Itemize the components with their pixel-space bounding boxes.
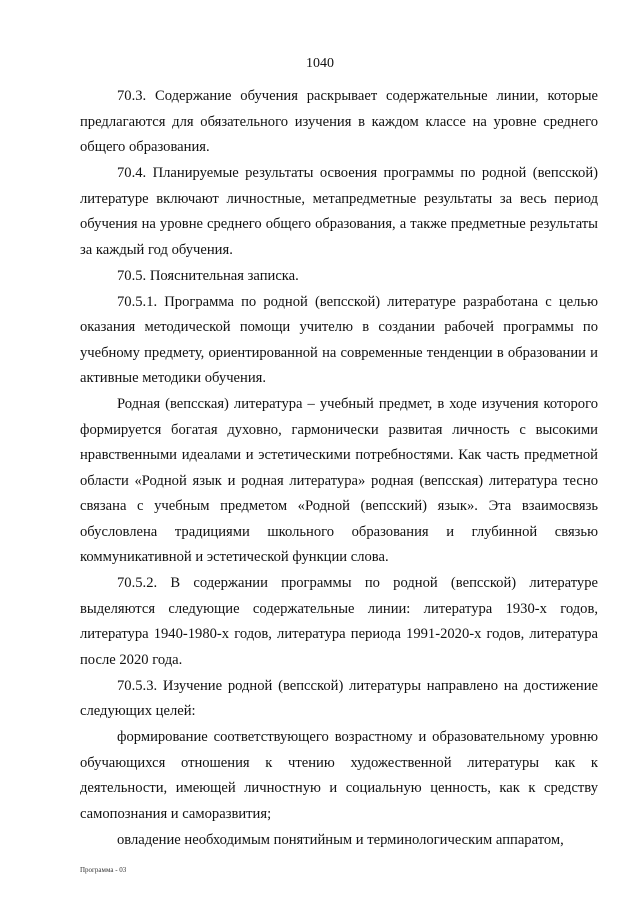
paragraph-70-5-2: 70.5.2. В содержании программы по родной (вепсской) литературе выделяются следующие содержательные линии: литература 1930-х годов, литература 1940-1980-х годов, литература периода 1991-2020-х годов, литература после 2020 года. (80, 575, 598, 668)
paragraph-70-4: 70.4. Планируемые результаты освоения программы по родной (вепсской) литературе включают личностные, метапредметные результаты за весь период обучения на уровне среднего общего образования, а также предметные результаты за каждый год обучения. (80, 165, 598, 258)
paragraph-goal-mastery: овладение необходимым понятийным и терминологическим аппаратом, (117, 831, 564, 848)
paragraph-70-5-3: 70.5.3. Изучение родной (вепсской) литературы направлено на достижение следующих целей: (80, 677, 598, 719)
paragraph-goal-formation: формирование соответствующего возрастному и образовательному уровню обучающихся отношения к чтению художественной литературы как к деятельности, имеющей личностную и социальную ценность, как к средству самопознания и саморазвития; (80, 729, 598, 822)
paragraph-70-3: 70.3. Содержание обучения раскрывает содержательные линии, которые предлагаются для обязательного изучения в каждом классе на уровне среднего общего образования. (80, 88, 598, 155)
paragraph-70-5-1: 70.5.1. Программа по родной (вепсской) литературе разработана с целью оказания методической помощи учителю в создании рабочей программы по учебному предмету, ориентированной на современные тенденции в образовании и активные методики обучения. (80, 293, 598, 386)
paragraph-native-literature: Родная (вепсская) литература – учебный предмет, в ходе изучения которого формируется богатая духовно, гармонически развитая личность с высокими нравственными идеалами и эстетическими потребностями. Как часть предметной области «Родной язык и родная литература» родная (вепсская) литература тесно связана с учебным предметом «Родной (вепсский) язык». Эта взаимосвязь обусловлена традициями школьного образования и глубинной связью коммуникативной и эстетической функции слова. (80, 396, 598, 565)
paragraph-70-5: 70.5. Пояснительная записка. (117, 267, 299, 284)
footer-label: Программа - 03 (80, 866, 127, 874)
document-body (80, 84, 598, 854)
page-number: 1040 (306, 56, 334, 71)
